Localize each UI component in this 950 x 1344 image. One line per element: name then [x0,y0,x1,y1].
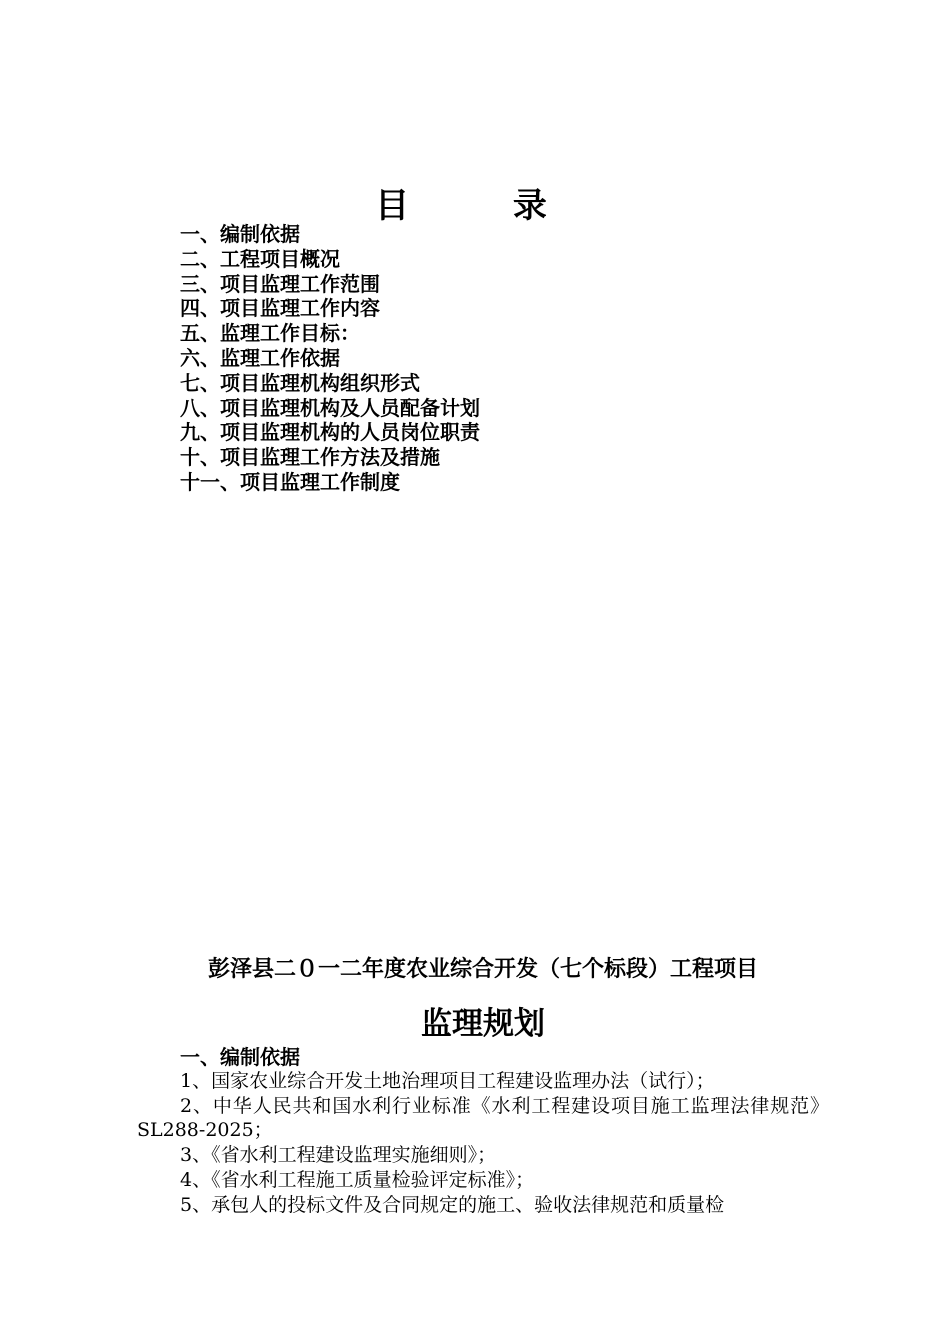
document-subtitle: 监理规划 [421,1006,545,1042]
body-text [137,1069,829,1217]
paragraph: 1、国家农业综合开发土地治理项目工程建设监理办法（试行）； [180,1070,715,1092]
toc-item: 二、工程项目概况 [180,246,340,271]
paragraph: 4、《省水利工程施工质量检验评定标准》； [180,1168,535,1191]
toc-title: 目 录 [375,186,593,226]
paragraph: 5、承包人的投标文件及合同规定的施工、验收法律规范和质量检 [180,1193,725,1216]
document-title: 彭泽县二０一二年度农业综合开发（七个标段）工程项目 [207,957,758,982]
toc-item: 四、项目监理工作内容 [180,296,380,321]
paragraph: 3、《省水利工程建设监理实施细则》； [180,1144,497,1167]
toc-list [180,222,480,495]
toc-item: 一、编制依据 [180,222,300,246]
section-heading: 一、编制依据 [180,1045,300,1069]
toc-item: 八、项目监理机构及人员配备计划 [180,395,480,420]
toc-item: 九、项目监理机构的人员岗位职责 [180,420,480,445]
toc-item: 六、监理工作依据 [180,345,340,370]
toc-item: 十、项目监理工作方法及措施 [180,445,440,470]
toc-item: 五、监理工作目标： [180,321,360,346]
toc-item: 三、项目监理工作范围 [180,271,380,296]
paragraph: 2、中华人民共和国水利行业标准《水利工程建设项目施工监理法律规范》SL288-2025； [137,1094,829,1142]
toc-item: 七、项目监理机构组织形式 [180,370,420,395]
toc-item: 十一、项目监理工作制度 [180,469,400,494]
